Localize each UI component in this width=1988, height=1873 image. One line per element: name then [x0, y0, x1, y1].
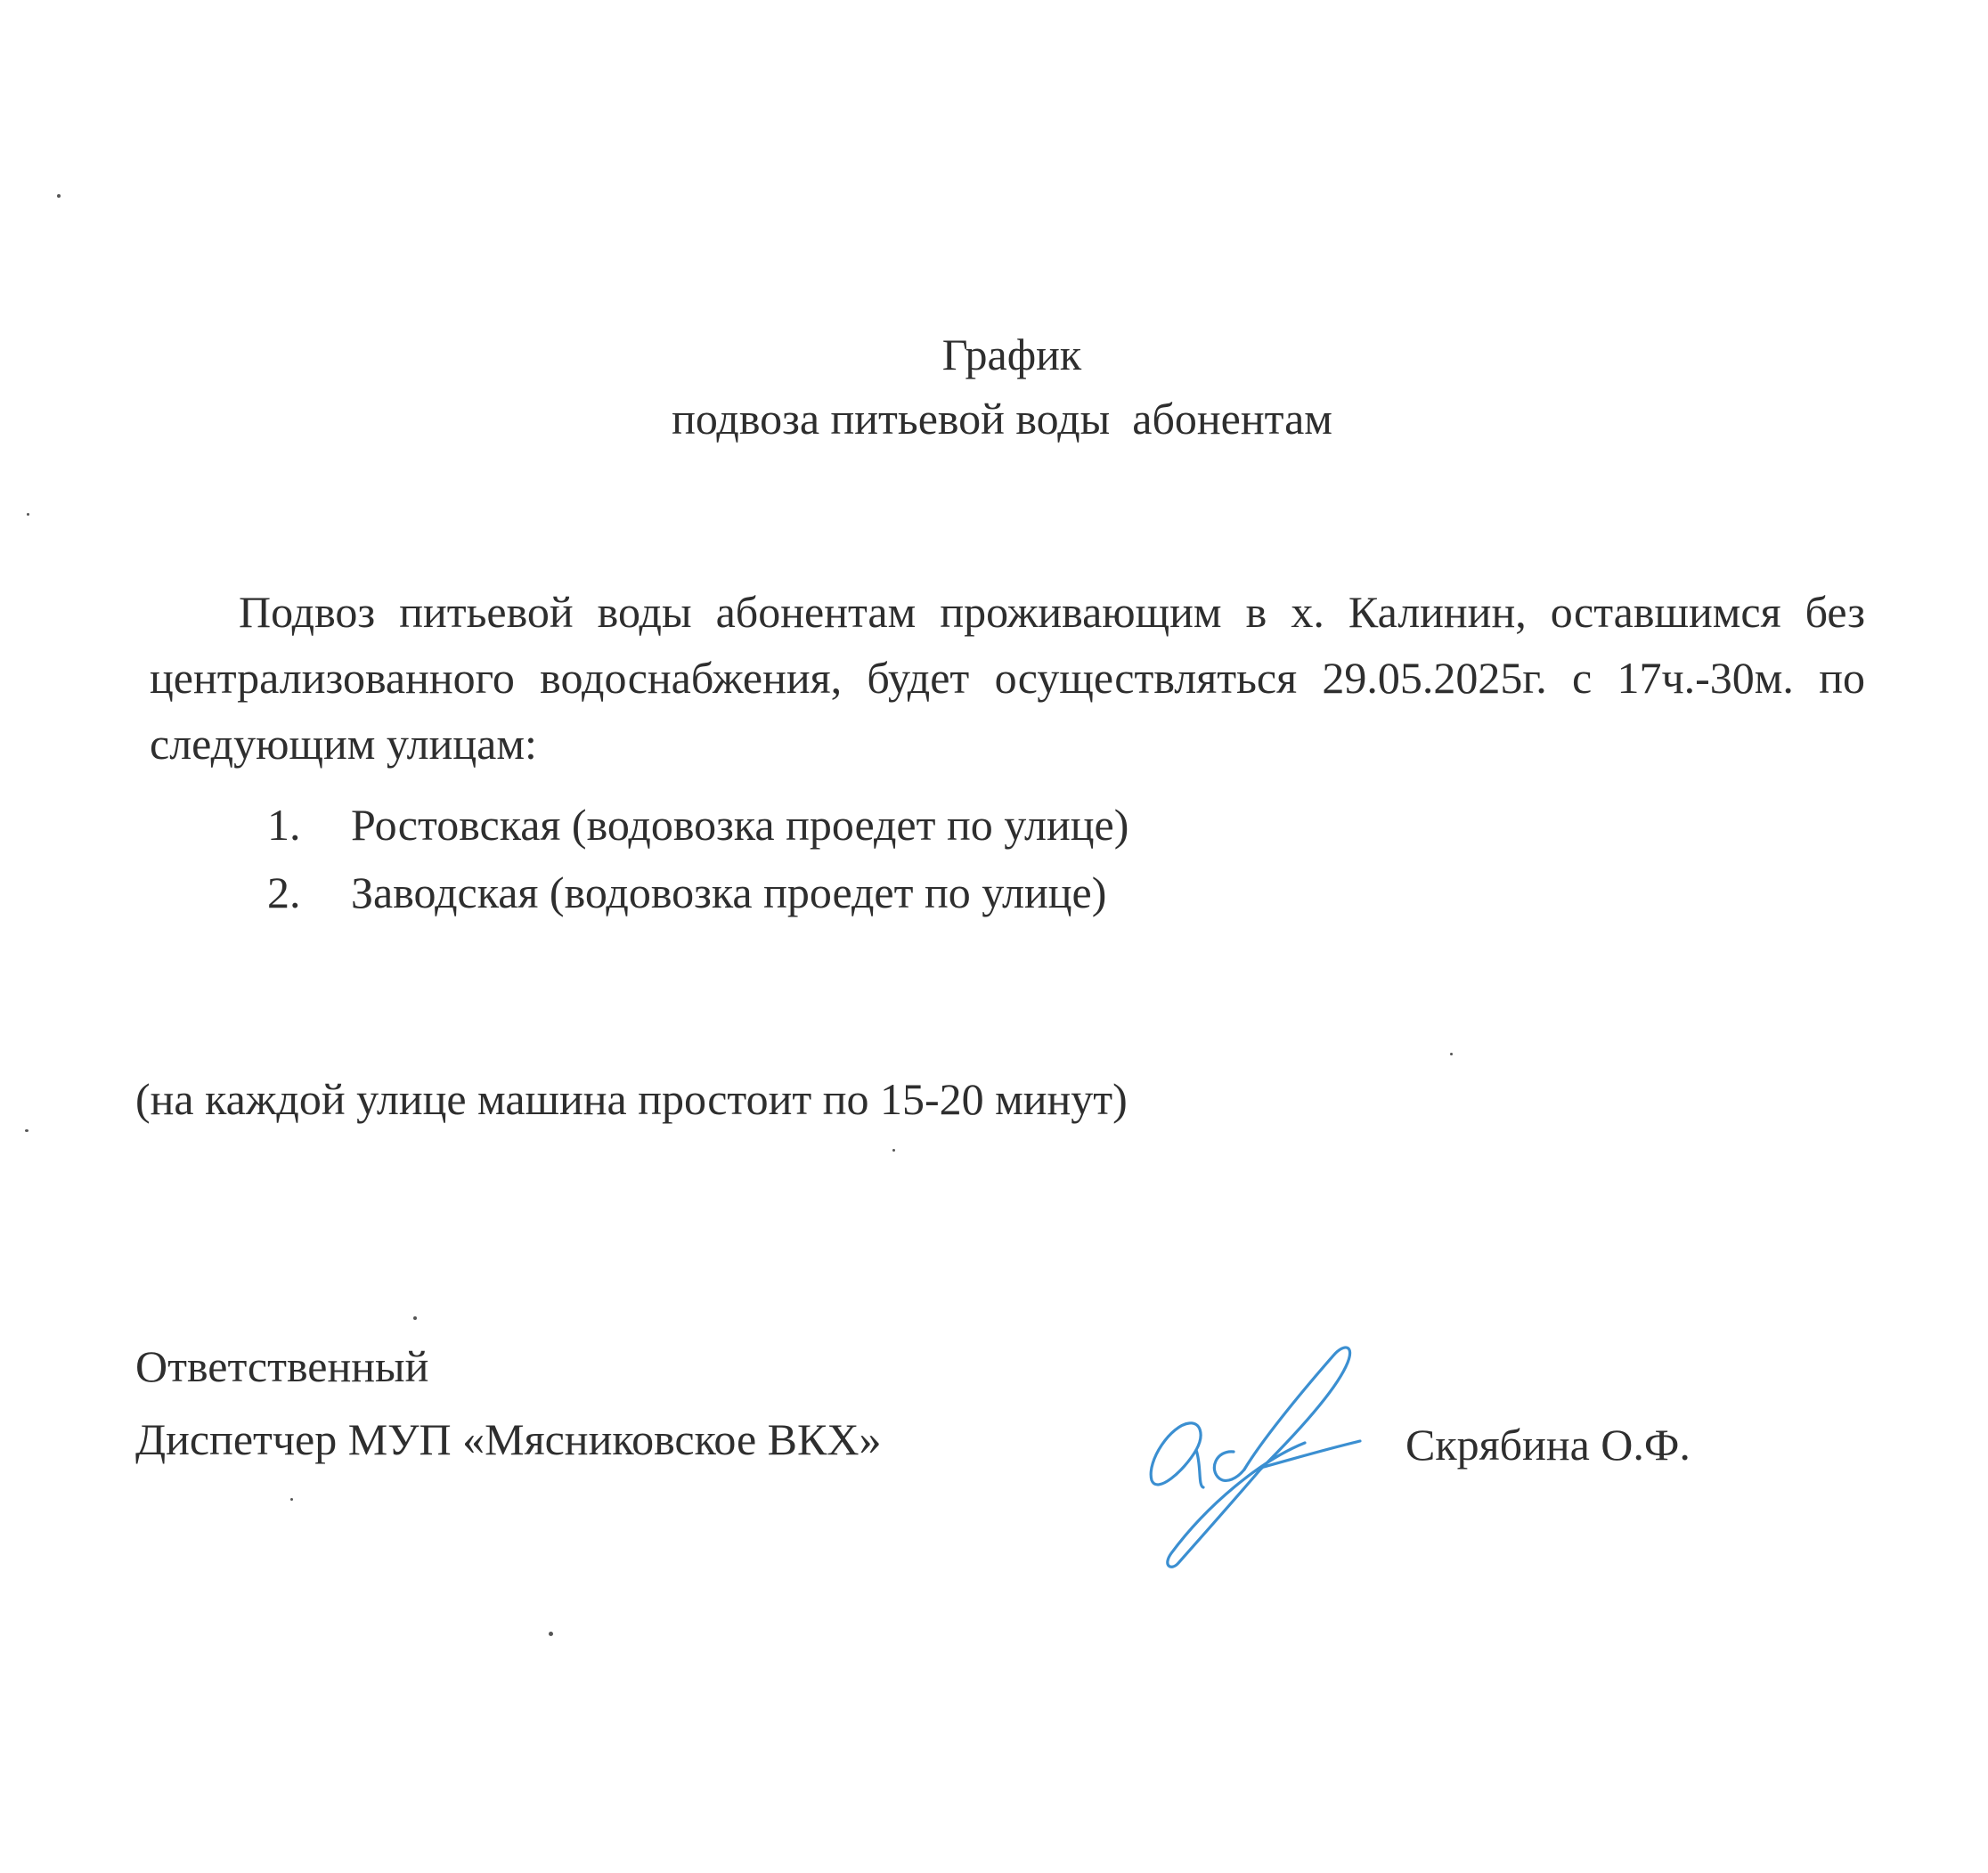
- signatory-role-line-2: Диспетчер МУП «Мясниковское ВКХ»: [135, 1414, 882, 1464]
- list-item-number: 2.: [267, 867, 301, 917]
- list-item: [267, 859, 1128, 926]
- list-item-text: Заводская (водовозка проедет по улице): [351, 867, 1107, 917]
- scan-speck: [892, 1149, 895, 1152]
- street-list: [267, 791, 1128, 926]
- handwritten-signature: [1127, 1336, 1385, 1576]
- scan-speck: [413, 1316, 417, 1320]
- signatory-role-line-1: Ответственный: [135, 1341, 429, 1391]
- scan-speck: [25, 1129, 29, 1132]
- body-paragraph: Подвоз питьевой воды абонентам проживающим в х. Калинин, оставшимся без централизованного водоснабжения, будет осуществляться 29.05.2025г. с 17ч.-30м. по следующим улицам:: [150, 587, 1865, 769]
- scan-speck: [27, 513, 29, 516]
- scan-speck: [290, 1498, 293, 1501]
- list-item-number: 1.: [267, 800, 301, 850]
- scan-speck: [57, 194, 61, 198]
- scan-speck: [1450, 1053, 1453, 1055]
- list-item: [267, 791, 1128, 859]
- list-item-text: Ростовская (водовозка проедет по улице): [351, 800, 1129, 850]
- duration-note: (на каждой улице машина простоит по 15-20 минут): [135, 1074, 1128, 1124]
- scan-speck: [549, 1632, 553, 1636]
- signatory-name: Скрябина О.Ф.: [1405, 1420, 1691, 1470]
- document-title: [0, 322, 1988, 451]
- title-line-2: подвоза питьевой воды абонентам: [672, 394, 1332, 444]
- title-line-1: График: [941, 330, 1082, 379]
